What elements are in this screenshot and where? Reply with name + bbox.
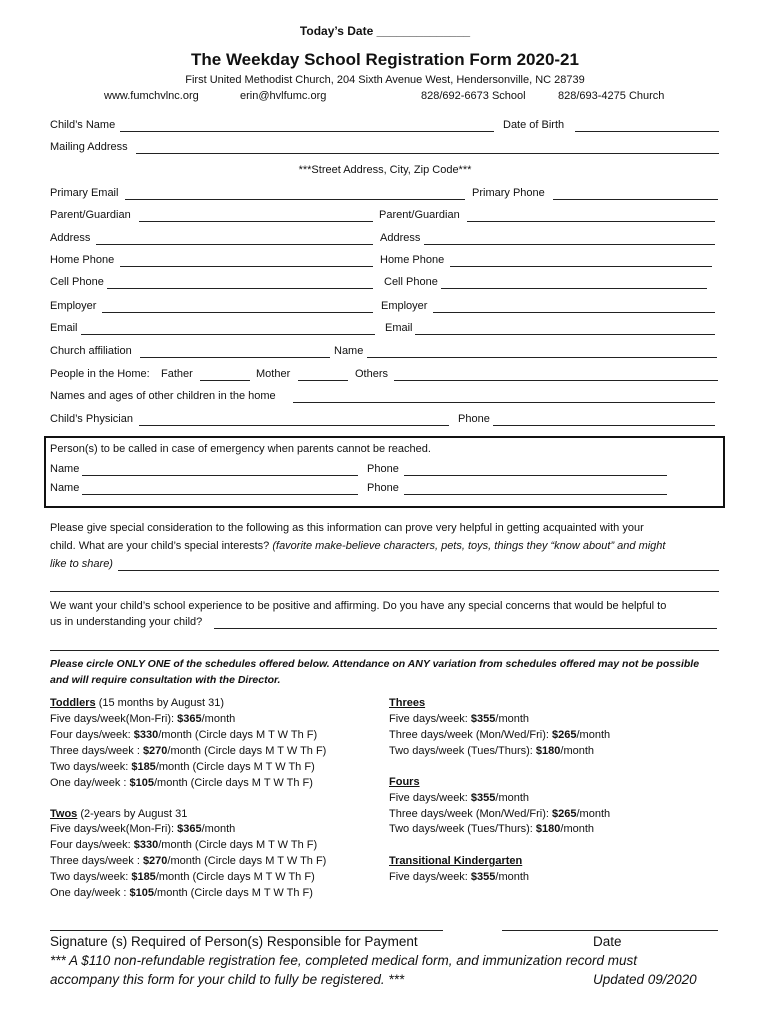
home-phone2-label: Home Phone bbox=[380, 254, 445, 266]
parent2-field[interactable] bbox=[467, 221, 715, 222]
option-suffix: /month (Circle days M T W Th F) bbox=[167, 745, 327, 757]
names-ages-label: Names and ages of other children in the home bbox=[50, 390, 276, 402]
twos-heading bbox=[50, 807, 187, 823]
option-text: One day/week : bbox=[50, 777, 130, 789]
option-price: $265 bbox=[552, 808, 577, 820]
cell-phone1-label: Cell Phone bbox=[50, 276, 104, 288]
twos-option[interactable] bbox=[50, 838, 317, 854]
employer2-label: Employer bbox=[381, 300, 428, 312]
employer1-field[interactable] bbox=[102, 312, 373, 313]
primary-email-label: Primary Email bbox=[50, 187, 119, 199]
email2-field[interactable] bbox=[415, 334, 715, 335]
option-suffix: /month (Circle days M T W Th F) bbox=[167, 855, 327, 867]
father-label: Father bbox=[161, 368, 193, 380]
schedule-notice-line2: and will require consultation with the Director. bbox=[50, 674, 281, 686]
mailing-address-label: Mailing Address bbox=[50, 141, 128, 153]
option-text: Three days/week : bbox=[50, 745, 143, 757]
fee-note-line1: *** A $110 non-refundable registration fee, completed medical form, and immunization record must bbox=[50, 953, 638, 968]
twos-option[interactable] bbox=[50, 870, 315, 886]
option-price: $355 bbox=[470, 713, 496, 725]
form-title: The Weekday School Registration Form 2020-21 bbox=[191, 50, 579, 69]
toddlers-option[interactable] bbox=[50, 744, 326, 760]
toddlers-option[interactable] bbox=[50, 712, 235, 728]
special-interests-field1[interactable] bbox=[118, 570, 719, 571]
date-field[interactable] bbox=[502, 930, 718, 931]
dob-label: Date of Birth bbox=[503, 119, 565, 131]
signature-field[interactable] bbox=[50, 930, 443, 931]
email1-field[interactable] bbox=[81, 334, 375, 335]
option-price: $365 bbox=[177, 713, 202, 725]
emergency-phone2-field[interactable] bbox=[404, 494, 667, 495]
option-suffix: /month bbox=[201, 713, 236, 725]
address1-label: Address bbox=[50, 232, 91, 244]
option-suffix: /month bbox=[560, 745, 595, 757]
option-suffix: /month bbox=[576, 729, 611, 741]
childs-name-label: Child’s Name bbox=[50, 119, 116, 131]
school-phone: 828/692-6673 School bbox=[421, 90, 526, 102]
signature-date-label: Date bbox=[593, 934, 622, 949]
option-text: Two days/week (Tues/Thurs): bbox=[389, 745, 536, 757]
concerns-text1: We want your child’s school experience to be positive and affirming. Do you have any special concerns that would be helpful to bbox=[50, 600, 667, 612]
option-suffix: /month (Circle days M T W Th F) bbox=[155, 871, 315, 883]
toddlers-title: Toddlers bbox=[50, 697, 96, 709]
church-affiliation-field[interactable] bbox=[140, 357, 330, 358]
address2-label: Address bbox=[380, 232, 421, 244]
cell-phone2-field[interactable] bbox=[441, 288, 707, 289]
special-question: child. What are your child’s special interests? bbox=[50, 540, 273, 552]
special-text-line3: like to share) bbox=[50, 558, 113, 570]
signature-label: Signature (s) Required of Person(s) Responsible for Payment bbox=[50, 934, 418, 949]
fours-option[interactable] bbox=[389, 791, 529, 807]
toddlers-heading bbox=[50, 696, 224, 712]
option-price: $270 bbox=[142, 855, 168, 867]
cell-phone2-label: Cell Phone bbox=[384, 276, 438, 288]
option-suffix: /month bbox=[560, 823, 595, 835]
option-price: $180 bbox=[535, 823, 561, 835]
schedule-notice-line1: Please circle ONLY ONE of the schedules offered below. Attendance on ANY variation from schedules offered may not be possible bbox=[50, 658, 700, 670]
fours-title: Fours bbox=[389, 776, 420, 788]
option-text: Three days/week (Mon/Wed/Fri): bbox=[389, 808, 553, 820]
option-text: Five days/week: bbox=[389, 871, 471, 883]
emergency-heading: Person(s) to be called in case of emergency when parents cannot be reached. bbox=[50, 443, 431, 455]
option-price: $180 bbox=[535, 745, 561, 757]
employer1-label: Employer bbox=[50, 300, 97, 312]
home-phone2-field[interactable] bbox=[450, 266, 712, 267]
option-price: $330 bbox=[133, 729, 159, 741]
option-price: $185 bbox=[131, 871, 156, 883]
option-suffix: /month bbox=[201, 823, 236, 835]
twos-option[interactable] bbox=[50, 854, 326, 870]
primary-phone-label: Primary Phone bbox=[472, 187, 545, 199]
physician-phone-field[interactable] bbox=[493, 425, 715, 426]
mother-field[interactable] bbox=[298, 380, 348, 381]
parent2-label: Parent/Guardian bbox=[379, 209, 460, 221]
threes-option[interactable] bbox=[389, 744, 594, 760]
option-suffix: /month bbox=[495, 713, 530, 725]
option-text: Five days/week: bbox=[389, 792, 471, 804]
twos-title: Twos bbox=[50, 808, 78, 820]
threes-option[interactable] bbox=[389, 712, 529, 728]
parent1-label: Parent/Guardian bbox=[50, 209, 131, 221]
option-text: Four days/week: bbox=[50, 839, 134, 851]
twos-option[interactable] bbox=[50, 822, 235, 838]
physician-label: Child’s Physician bbox=[50, 413, 133, 425]
names-ages-field[interactable] bbox=[293, 402, 715, 403]
option-price: $185 bbox=[131, 761, 156, 773]
concerns-text2: us in understanding your child? bbox=[50, 616, 203, 628]
option-text: Four days/week: bbox=[50, 729, 134, 741]
toddlers-option[interactable] bbox=[50, 776, 313, 792]
option-suffix: /month (Circle days M T W Th F) bbox=[158, 839, 318, 851]
option-text: Five days/week(Mon-Fri): bbox=[50, 713, 178, 725]
option-suffix: /month (Circle days M T W Th F) bbox=[153, 887, 313, 899]
toddlers-option[interactable] bbox=[50, 728, 317, 744]
emergency-name2-field[interactable] bbox=[82, 494, 358, 495]
option-price: $365 bbox=[177, 823, 202, 835]
email2-label: Email bbox=[385, 322, 413, 334]
special-examples: (favorite make-believe characters, pets, toys, things they “know about” and might bbox=[272, 540, 666, 552]
toddlers-option[interactable] bbox=[50, 760, 315, 776]
option-price: $105 bbox=[129, 777, 154, 789]
home-phone1-label: Home Phone bbox=[50, 254, 115, 266]
physician-phone-label: Phone bbox=[458, 413, 490, 425]
option-text: Five days/week(Mon-Fri): bbox=[50, 823, 178, 835]
special-interests-field2[interactable] bbox=[50, 591, 719, 592]
option-text: Three days/week : bbox=[50, 855, 143, 867]
mailing-address-field[interactable] bbox=[136, 153, 719, 154]
updated-date: Updated 09/2020 bbox=[593, 972, 697, 987]
option-text: Two days/week: bbox=[50, 871, 132, 883]
childs-name-field[interactable] bbox=[120, 131, 494, 132]
primary-email-field[interactable] bbox=[125, 199, 465, 200]
address1-field[interactable] bbox=[96, 244, 373, 245]
church-affiliation-label: Church affiliation bbox=[50, 345, 132, 357]
option-suffix: /month (Circle days M T W Th F) bbox=[155, 761, 315, 773]
fours-option[interactable] bbox=[389, 807, 610, 823]
primary-phone-field[interactable] bbox=[553, 199, 718, 200]
church-phone: 828/693-4275 Church bbox=[558, 90, 665, 102]
cell-phone1-field[interactable] bbox=[107, 288, 373, 289]
email-link[interactable]: erin@hvlfumc.org bbox=[240, 90, 327, 102]
threes-option[interactable] bbox=[389, 728, 610, 744]
option-suffix: /month (Circle days M T W Th F) bbox=[158, 729, 318, 741]
threes-title: Threes bbox=[389, 697, 426, 709]
emergency-name1-label: Name bbox=[50, 463, 80, 475]
physician-field[interactable] bbox=[139, 425, 449, 426]
option-price: $355 bbox=[470, 792, 496, 804]
option-price: $105 bbox=[129, 887, 154, 899]
todays-date-label: Today’s Date ______________ bbox=[299, 24, 471, 38]
mother-label: Mother bbox=[256, 368, 291, 380]
email1-label: Email bbox=[50, 322, 78, 334]
fee-note-line2: accompany this form for your child to fully be registered. *** bbox=[50, 972, 405, 987]
street-note: ***Street Address, City, Zip Code*** bbox=[298, 164, 472, 176]
option-price: $330 bbox=[133, 839, 159, 851]
people-in-home-label: People in the Home: bbox=[50, 368, 150, 380]
special-text-line2 bbox=[50, 540, 665, 552]
tk-option[interactable] bbox=[389, 870, 529, 886]
parent1-field[interactable] bbox=[139, 221, 373, 222]
option-text: Two days/week (Tues/Thurs): bbox=[389, 823, 536, 835]
emergency-phone1-field[interactable] bbox=[404, 475, 667, 476]
emergency-phone2-label: Phone bbox=[367, 482, 399, 494]
option-suffix: /month bbox=[495, 871, 530, 883]
tk-title: Transitional Kindergarten bbox=[389, 855, 523, 867]
option-text: Two days/week: bbox=[50, 761, 132, 773]
concerns-field1[interactable] bbox=[214, 628, 717, 629]
option-text: Three days/week (Mon/Wed/Fri): bbox=[389, 729, 553, 741]
church-address: First United Methodist Church, 204 Sixth Avenue West, Hendersonville, NC 28739 bbox=[185, 74, 585, 86]
others-field[interactable] bbox=[394, 380, 718, 381]
option-suffix: /month bbox=[495, 792, 530, 804]
special-text-line1: Please give special consideration to the following as this information can prove very helpful in getting acquainted with your bbox=[50, 522, 644, 534]
option-price: $355 bbox=[470, 871, 496, 883]
option-text: Five days/week: bbox=[389, 713, 471, 725]
twos-note: (2-years by August 31 bbox=[77, 808, 188, 820]
toddlers-note: (15 months by August 31) bbox=[95, 697, 225, 709]
father-field[interactable] bbox=[200, 380, 250, 381]
address2-field[interactable] bbox=[424, 244, 715, 245]
emergency-phone1-label: Phone bbox=[367, 463, 399, 475]
option-price: $265 bbox=[552, 729, 577, 741]
home-phone1-field[interactable] bbox=[120, 266, 373, 267]
option-suffix: /month bbox=[576, 808, 611, 820]
church-name-field[interactable] bbox=[367, 357, 717, 358]
option-price: $270 bbox=[142, 745, 168, 757]
employer2-field[interactable] bbox=[433, 312, 715, 313]
church-name-label: Name bbox=[334, 345, 364, 357]
dob-field[interactable] bbox=[575, 131, 719, 132]
others-label: Others bbox=[355, 368, 389, 380]
emergency-name2-label: Name bbox=[50, 482, 80, 494]
option-suffix: /month (Circle days M T W Th F) bbox=[153, 777, 313, 789]
twos-option[interactable] bbox=[50, 886, 313, 902]
emergency-name1-field[interactable] bbox=[82, 475, 358, 476]
fours-option[interactable] bbox=[389, 822, 594, 838]
option-text: One day/week : bbox=[50, 887, 130, 899]
website-link[interactable]: www.fumchvlnc.org bbox=[104, 90, 199, 102]
concerns-field2[interactable] bbox=[50, 650, 719, 651]
